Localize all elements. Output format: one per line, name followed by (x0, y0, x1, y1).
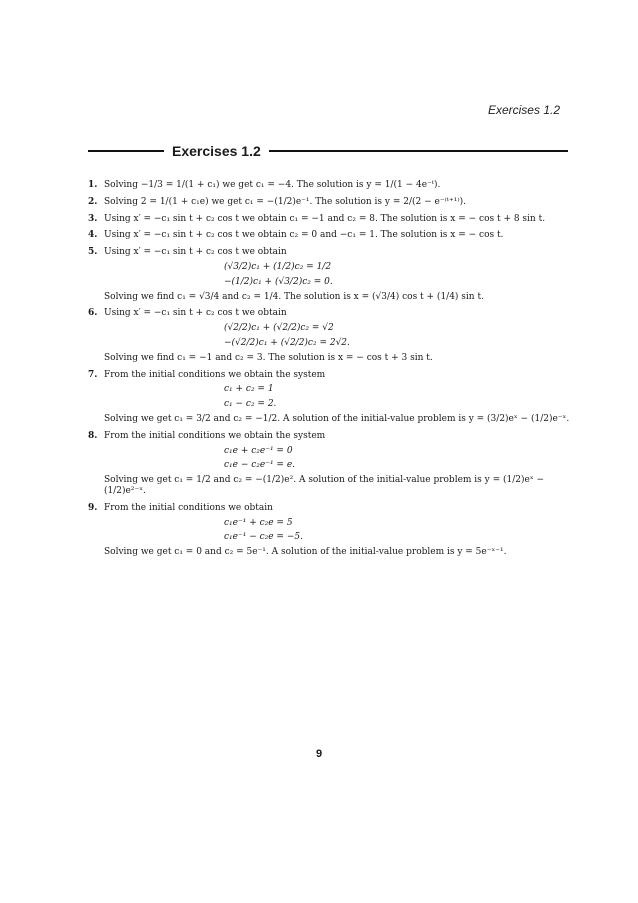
exercise-number: 8. (88, 430, 98, 441)
equation: (√3/2)c₁ + (1/2)c₂ = 1/2 (224, 261, 332, 272)
exercise-text: Using x′ = −c₁ sin t + c₂ cos t we obtain c₂ = 0 and −c₁ = 1. The solution is x = − cos t. (104, 230, 504, 241)
exercise-number: 4. (88, 230, 98, 241)
equation: c₁ + c₂ = 1 (224, 384, 274, 395)
exercise-number: 3. (88, 213, 98, 224)
exercise-number: 7. (88, 369, 98, 380)
equation-system (224, 518, 578, 544)
exercise-number: 2. (88, 196, 98, 207)
exercise-8 (88, 431, 578, 497)
exercise-9 (88, 503, 578, 558)
exercise-7 (88, 370, 578, 425)
exercise-1 (88, 180, 578, 191)
equation-system (224, 384, 578, 410)
exercise-2 (88, 197, 578, 208)
section-title: Exercises 1.2 (172, 143, 261, 159)
equation: −(1/2)c₁ + (√3/2)c₂ = 0. (224, 276, 333, 287)
exercise-list (88, 180, 578, 564)
heading-rule-right (269, 150, 568, 152)
heading-rule-left (88, 150, 164, 152)
exercise-text: Solving −1/3 = 1/(1 + c₁) we get c₁ = −4. The solution is y = 1/(1 − 4e⁻ᵗ). (104, 180, 441, 190)
exercise-text: Solving 2 = 1/(1 + c₁e) we get c₁ = −(1/2)e⁻¹. The solution is y = 2/(2 − e⁻⁽ᵗ⁺¹⁾). (104, 196, 466, 207)
exercise-text: Using x′ = −c₁ sin t + c₂ cos t we obtain c₁ = −1 and c₂ = 8. The solution is x = − cos t + 8 sin t. (104, 213, 546, 224)
exercise-number: 9. (88, 502, 98, 513)
equation: (√2/2)c₁ + (√2/2)c₂ = √2 (224, 323, 334, 334)
section-heading (88, 143, 568, 159)
running-header: Exercises 1.2 (487, 103, 560, 117)
equation-system (224, 262, 578, 288)
exercise-conclusion: Solving we get c₁ = 3/2 and c₂ = −1/2. A solution of the initial-value problem is y = (3/2)eˣ − (1/2)e⁻ˣ. (104, 413, 570, 424)
equation-system (224, 323, 578, 349)
exercise-conclusion: Solving we find c₁ = −1 and c₂ = 3. The solution is x = − cos t + 3 sin t. (104, 352, 433, 363)
equation: c₁e − c₂e⁻¹ = e. (224, 460, 296, 471)
exercise-intro: Using x′ = −c₁ sin t + c₂ cos t we obtain (104, 308, 287, 319)
page-number: 9 (315, 748, 323, 760)
exercise-5 (88, 247, 578, 302)
exercise-conclusion: Solving we get c₁ = 1/2 and c₂ = −(1/2)e². A solution of the initial-value problem is y = (1/2)eˣ − (1/2)e²⁻ˣ. (104, 475, 545, 496)
exercise-4 (88, 230, 578, 241)
exercise-intro: From the initial conditions we obtain the system (104, 430, 326, 441)
exercise-intro: From the initial conditions we obtain the system (104, 369, 326, 380)
exercise-number: 1. (88, 180, 98, 190)
exercise-intro: Using x′ = −c₁ sin t + c₂ cos t we obtain (104, 247, 287, 258)
equation: −(√2/2)c₁ + (√2/2)c₂ = 2√2. (224, 337, 350, 348)
exercise-conclusion: Solving we get c₁ = 0 and c₂ = 5e⁻¹. A solution of the initial-value problem is y = 5e⁻ˣ⁻¹. (104, 547, 507, 558)
exercise-number: 6. (88, 308, 98, 319)
exercise-3 (88, 214, 578, 225)
exercise-intro: From the initial conditions we obtain (104, 502, 273, 513)
exercise-6 (88, 308, 578, 363)
equation: c₁ − c₂ = 2. (224, 399, 277, 410)
equation: c₁e⁻¹ − c₂e = −5. (224, 532, 303, 543)
exercise-conclusion: Solving we find c₁ = √3/4 and c₂ = 1/4. The solution is x = (√3/4) cos t + (1/4) sin t. (104, 291, 484, 302)
equation: c₁e⁻¹ + c₂e = 5 (224, 517, 293, 528)
equation-system (224, 446, 578, 472)
exercise-number: 5. (88, 247, 98, 258)
equation: c₁e + c₂e⁻¹ = 0 (224, 445, 293, 456)
